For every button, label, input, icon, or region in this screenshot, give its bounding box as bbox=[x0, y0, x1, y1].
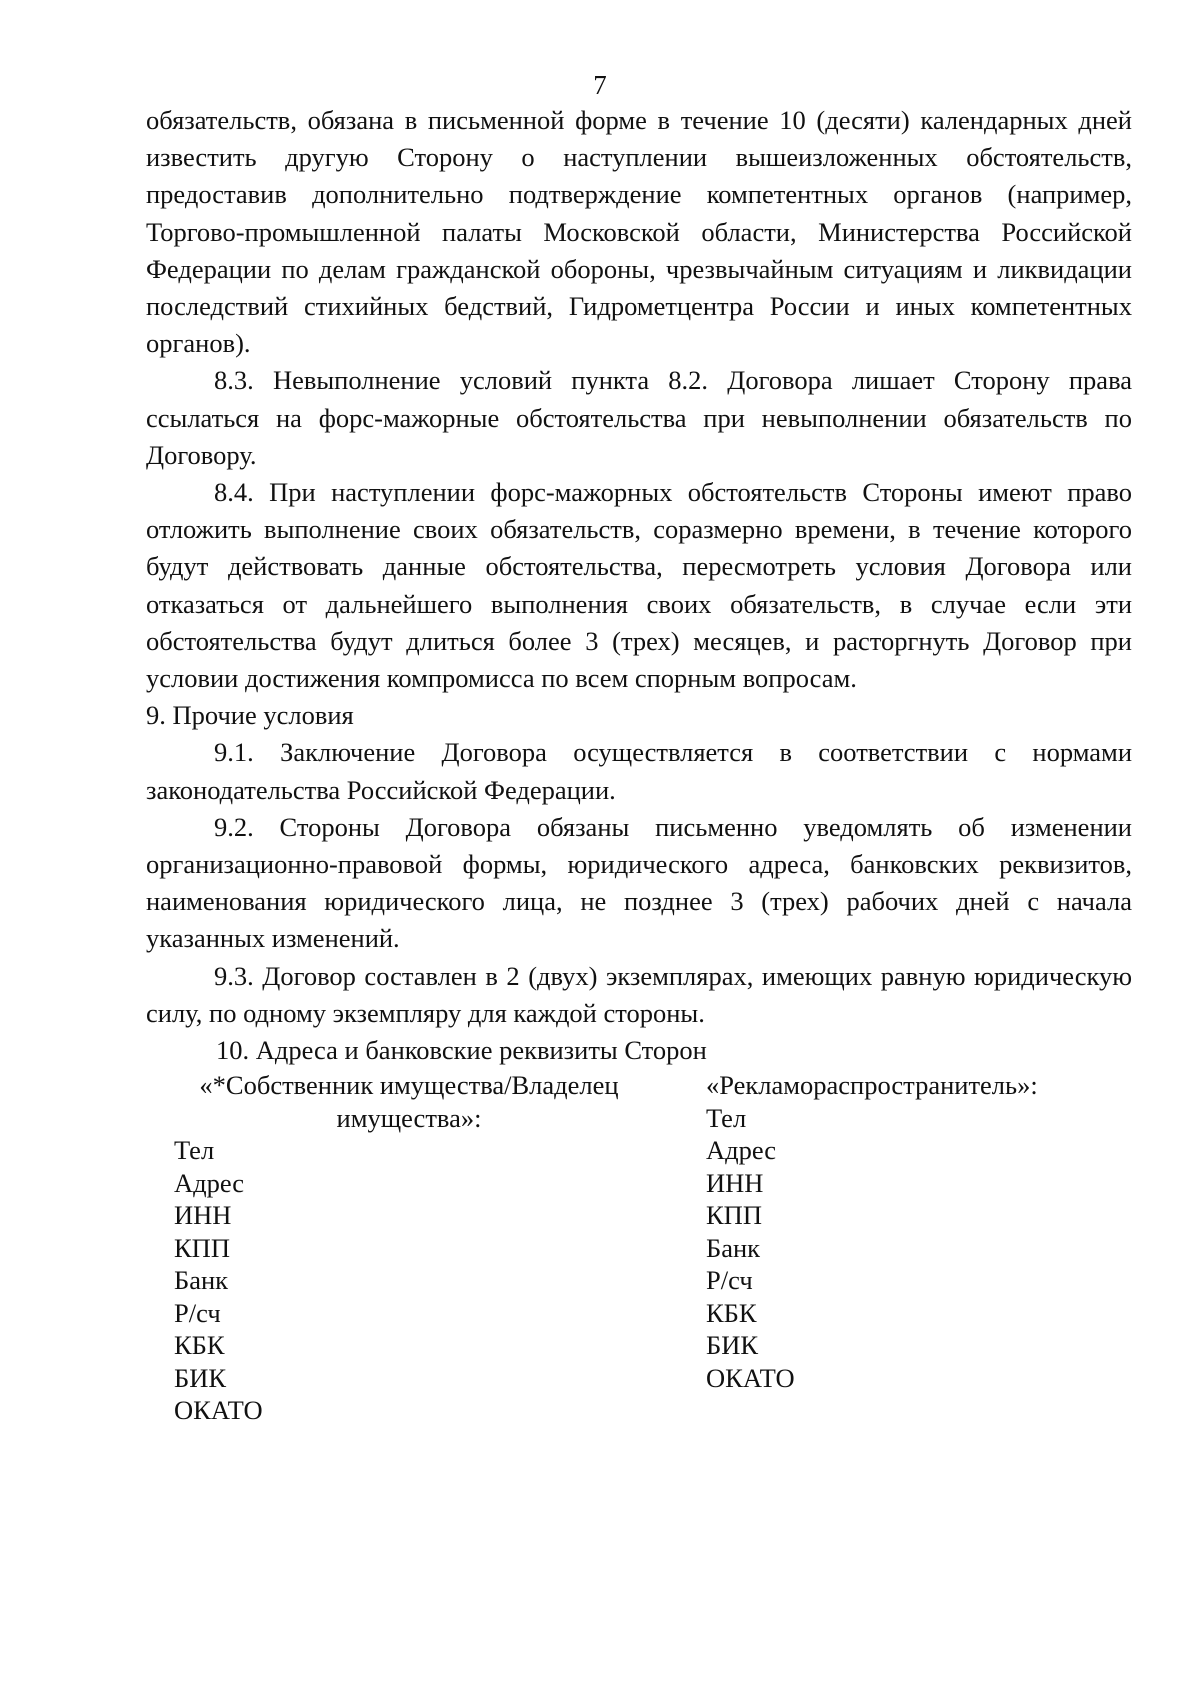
requisites-block bbox=[146, 1069, 1132, 1429]
paragraph-9-2: 9.2. Стороны Договора обязаны письменно уведомлять об изменении организационно-правовой формы, юридического адреса, банковских реквизитов, наименования юридического лица, не позднее 3 (трех) рабочих дней с начала указанных изменений. bbox=[146, 811, 1132, 954]
owner-field-phone: Тел bbox=[174, 1135, 215, 1166]
paragraph-8-3: 8.3. Невыполнение условий пункта 8.2. Договора лишает Сторону права ссылаться на форс-мажорные обстоятельства при невыполнении обязательств по Договору. bbox=[146, 365, 1132, 470]
distributor-field-bik: БИК bbox=[706, 1330, 759, 1361]
distributor-field-account: Р/сч bbox=[706, 1265, 753, 1296]
owner-field-kbk: КБК bbox=[174, 1330, 225, 1361]
distributor-field-inn: ИНН bbox=[706, 1167, 764, 1198]
distributor-field-phone: Тел bbox=[706, 1102, 747, 1133]
owner-field-account: Р/сч bbox=[174, 1297, 221, 1328]
owner-title-line2: имущества»: bbox=[336, 1102, 482, 1133]
distributor-requisites bbox=[706, 1069, 1126, 1394]
owner-field-list bbox=[174, 1134, 644, 1427]
owner-field-inn: ИНН bbox=[174, 1200, 232, 1231]
distributor-field-address: Адрес bbox=[706, 1135, 777, 1166]
distributor-field-okato: ОКАТО bbox=[706, 1362, 795, 1393]
owner-field-bik: БИК bbox=[174, 1362, 227, 1393]
distributor-title: «Рекламораспространитель»: bbox=[706, 1070, 1038, 1101]
distributor-field-bank: Банк bbox=[706, 1232, 761, 1263]
owner-requisites bbox=[174, 1069, 644, 1427]
section-10-heading: 10. Адреса и банковские реквизиты Сторон bbox=[216, 1035, 707, 1066]
paragraph-8-4: 8.4. При наступлении форс-мажорных обстоятельств Стороны имеют право отложить выполнение своих обязательств, соразмерно времени, в течение которого будут действовать данные обстоятельства, пересмотреть условия Договора или отказаться от дальнейшего выполнения своих обязательств, в случае если эти обстоятельства будут длиться более 3 (трех) месяцев, и расторгнуть Договор при условии достижения компромисса по всем спорным вопросам. bbox=[146, 477, 1132, 694]
distributor-field-kpp: КПП bbox=[706, 1200, 762, 1231]
owner-title-line1: «*Собственник имущества/Владелец bbox=[199, 1070, 619, 1101]
page-number: 7 bbox=[593, 70, 607, 100]
owner-field-address: Адрес bbox=[174, 1167, 245, 1198]
paragraph-continuation: обязательств, обязана в письменной форме в течение 10 (десяти) календарных дней известить другую Сторону о наступлении вышеизложенных обстоятельств, предоставив дополнительно подтверждение компетентных органов (например, Торгово-промышленной палаты Московской области, Министерства Российской Федерации по делам гражданской обороны, чрезвычайным ситуациям и ликвидации последствий стихийных бедствий, Гидрометцентра России и иных компетентных органов). bbox=[146, 105, 1132, 359]
owner-field-kpp: КПП bbox=[174, 1232, 230, 1263]
document-body bbox=[146, 102, 1132, 1429]
paragraph-9-3: 9.3. Договор составлен в 2 (двух) экземплярах, имеющих равную юридическую силу, по одному экземпляру для каждой стороны. bbox=[146, 960, 1132, 1028]
owner-field-bank: Банк bbox=[174, 1265, 229, 1296]
distributor-field-kbk: КБК bbox=[706, 1297, 757, 1328]
owner-field-okato: ОКАТО bbox=[174, 1395, 263, 1426]
paragraph-9-1: 9.1. Заключение Договора осуществляется в соответствии с нормами законодательства Российской Федерации. bbox=[146, 737, 1132, 805]
section-9-heading: 9. Прочие условия bbox=[146, 700, 354, 731]
